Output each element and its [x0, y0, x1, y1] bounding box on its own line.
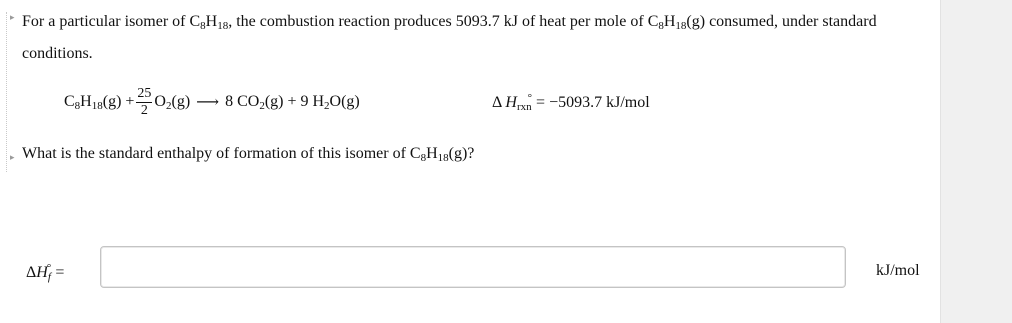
- answer-label: $\Delta H_f^\circ$ =: [26, 262, 65, 283]
- reactant-formula: $C_8H_{18}(g)$ +: [64, 92, 135, 112]
- reaction-enthalpy: Δ Hrxn° = −5093.7 kJ/mol: [492, 92, 650, 113]
- stoich-fraction: $\frac{25}{2}$: [137, 85, 152, 118]
- gutter-marker: ▸: [10, 12, 15, 22]
- gutter-marker: ▸: [10, 152, 15, 162]
- question-prompt: What is the standard enthalpy of formation of this isomer of $C_8H_{18}(g)$?: [22, 145, 475, 164]
- question-intro: For a particular isomer of: [22, 13, 190, 30]
- right-side-panel: [940, 0, 1012, 323]
- combustion-equation: [64, 80, 360, 124]
- question-middle: , the combustion reaction produces 5093.7 kJ of heat per mole of: [228, 13, 648, 30]
- formula-c8h18: $C_8H_{18}$: [189, 13, 229, 32]
- answer-input[interactable]: [100, 246, 846, 288]
- question-end: (g) consumed, under standard conditions.: [22, 13, 877, 62]
- products-formula: 8 $CO_2(g) + 9$ $H_2O(g)$: [225, 92, 360, 112]
- unit-label: kJ/mol: [876, 262, 920, 279]
- question-text: [22, 8, 927, 67]
- left-gutter-line: [6, 12, 15, 172]
- formula-c8h18: $C_8H_{18}$: [647, 13, 687, 32]
- reaction-arrow-icon: ⟶: [196, 94, 220, 111]
- oxygen-formula: $O_2(g)$: [154, 92, 191, 112]
